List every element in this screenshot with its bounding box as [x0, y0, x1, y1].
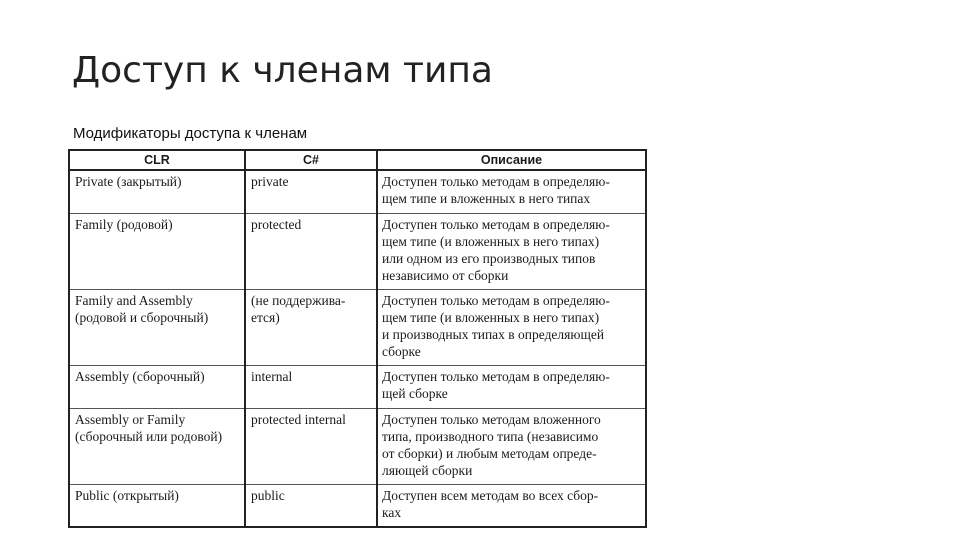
table-row	[69, 214, 646, 290]
cell-csharp: (не поддержива- ется)	[245, 290, 377, 366]
cell-clr: Assembly (сборочный)	[69, 366, 245, 409]
slide-title: Доступ к членам типа	[72, 50, 493, 91]
cell-clr: Public (открытый)	[69, 485, 245, 528]
cell-description: Доступен только методам в определяю- щем типе (и вложенных в него типах) или одном из его производных типов независимо от сборки	[377, 214, 646, 290]
cell-description: Доступен только методам в определяю- щем типе и вложенных в него типах	[377, 170, 646, 214]
table-row	[69, 170, 646, 214]
cell-clr: Family and Assembly (родовой и сборочный)	[69, 290, 245, 366]
cell-description: Доступен только методам в определяю- щем типе (и вложенных в него типах) и производных типах в определяющей сборке	[377, 290, 646, 366]
cell-csharp: protected	[245, 214, 377, 290]
table-row	[69, 409, 646, 485]
access-modifiers-table	[68, 149, 647, 528]
cell-clr: Private (закрытый)	[69, 170, 245, 214]
cell-clr: Assembly or Family (сборочный или родовой)	[69, 409, 245, 485]
table-row	[69, 290, 646, 366]
header-description: Описание	[377, 150, 646, 170]
cell-description: Доступен только методам в определяю- щей сборке	[377, 366, 646, 409]
cell-description: Доступен только методам вложенного типа, производного типа (независимо от сборки) и любым методам опреде- ляющей сборки	[377, 409, 646, 485]
cell-csharp: protected internal	[245, 409, 377, 485]
cell-clr: Family (родовой)	[69, 214, 245, 290]
cell-csharp: private	[245, 170, 377, 214]
table-row	[69, 485, 646, 528]
table-row	[69, 366, 646, 409]
cell-csharp: internal	[245, 366, 377, 409]
header-clr: CLR	[69, 150, 245, 170]
slide-subtitle: Модификаторы доступа к членам	[73, 125, 308, 142]
header-csharp: C#	[245, 150, 377, 170]
access-table-container	[68, 149, 647, 528]
cell-csharp: public	[245, 485, 377, 528]
table-header-row	[69, 150, 646, 170]
cell-description: Доступен всем методам во всех сбор- ках	[377, 485, 646, 528]
